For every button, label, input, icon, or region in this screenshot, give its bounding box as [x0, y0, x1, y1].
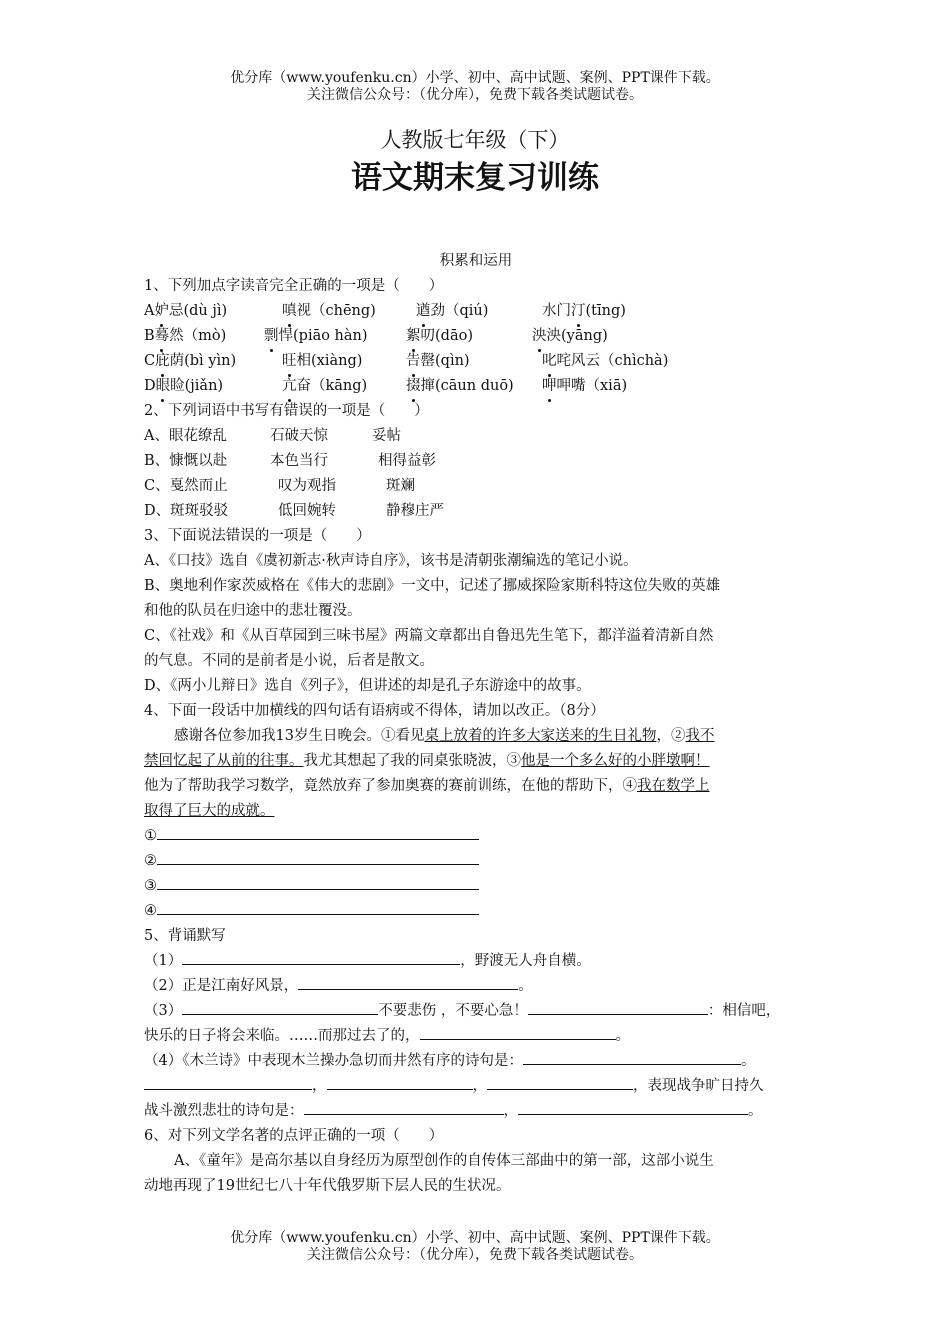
q4-passage-line2: 禁回忆起了从前的往事。我尤其想起了我的同桌张晓波，③他是一个多么好的小胖墩啊！ [144, 753, 710, 769]
q2-option-d: D、斑斑驳驳 低回婉转 静穆庄严 [144, 503, 444, 519]
q3-option-c-line1: C、《社戏》和《从百草园到三味书屋》两篇文章都出自鲁迅先生笔下，都洋溢着清新自然 [144, 628, 714, 644]
q4-answer-line-2[interactable]: ② [144, 849, 808, 874]
q4-answer-line-1[interactable]: ① [144, 824, 808, 849]
page-footer [0, 1230, 950, 1264]
q5-item-4-cont: ， ， ，表现战争旷日持久 [144, 1074, 808, 1099]
q3-option-b-line1: B、奥地利作家茨威格在《伟大的悲剧》一文中，记述了挪威探险家斯科特这位失败的英雄 [144, 578, 721, 594]
q4-passage-line4: 取得了巨大的成就。 [144, 803, 275, 819]
q1-option-c: C庇荫(bì yìn) 旺相(xiàng) 告罄(qìn) 叱咤风云（chìchà) [144, 349, 808, 374]
q3-option-a: A、《口技》选自《虞初新志·秋声诗自序》，该书是清朝张潮编选的笔记小说。 [144, 553, 638, 569]
q5-item-3-cont: 快乐的日子将会来临。……而那过去了的， 。 [144, 1024, 808, 1049]
document-title: 语文期末复习训练 [351, 160, 599, 196]
q6-stem: 6、对下列文学名著的点评正确的一项（ ） [144, 1128, 444, 1144]
q2-option-b: B、慷慨以赴 本色当行 相得益彰 [144, 453, 436, 469]
q5-stem: 5、背诵默写 [144, 928, 226, 944]
header-line-2: 关注微信公众号：（优分库），免费下载各类试题试卷。 [307, 87, 643, 103]
section-heading: 积累和运用 [439, 253, 513, 269]
q3-option-d: D、《两小儿辩日》选自《列子》，但讲述的却是孔子东游途中的故事。 [144, 678, 591, 694]
q3-option-b-line2: 和他的队员在归途中的悲壮覆没。 [144, 603, 362, 619]
q1-stem: 1、下列加点字读音完全正确的一项是（ ） [144, 278, 444, 294]
q1-option-a: A妒忌(dù jì) 嗔视（chēng) 遒劲（qiú) 水门汀(tīng) [144, 299, 808, 324]
q5-item-4: （4）《木兰诗》中表现木兰操办急切而井然有序的诗句是： 。 [144, 1049, 808, 1074]
q5-item-3: （3） 不要悲伤 ，不要心急！ ：相信吧， [144, 999, 808, 1024]
q4-passage-line1: 感谢各位参加我13岁生日晚会。①看见桌上放着的许多大家送来的生日礼物，②我不 [174, 728, 715, 744]
q4-answer-line-3[interactable]: ③ [144, 874, 808, 899]
q4-stem: 4、下面一段话中加横线的四句话有语病或不得体，请加以改正。（8分） [144, 703, 605, 719]
q2-stem: 2、下列词语中书写有错误的一项是（ ） [144, 403, 429, 419]
footer-line-1: 优分库（www.youfenku.cn）小学、初中、高中试题、案例、PPT课件下载。 [230, 1230, 720, 1246]
q2-option-a: A、眼花缭乱 石破天惊 妥帖 [144, 428, 401, 444]
document-body [144, 249, 808, 1199]
q6-option-a-line1: A、《童年》是高尔基以自身经历为原型创作的自传体三部曲中的第一部，这部小说生 [174, 1153, 714, 1169]
header-line-1: 优分库（www.youfenku.cn）小学、初中、高中试题、案例、PPT课件下载。 [230, 70, 720, 86]
q5-item-4-cont2: 战斗激烈悲壮的诗句是： ， 。 [144, 1099, 808, 1124]
q4-answer-line-4[interactable]: ④ [144, 899, 808, 924]
q3-option-c-line2: 的气息。不同的是前者是小说，后者是散文。 [144, 653, 434, 669]
q5-item-1: （1） ，野渡无人舟自横。 [144, 949, 808, 974]
q1-option-d: D眼睑(jiǎn) 亢奋（kāng) 掇撺(cāun duō) 呷呷嘴（xiā) [144, 374, 808, 399]
q3-stem: 3、下面说法错误的一项是（ ） [144, 528, 371, 544]
q2-option-c: C、戛然而止 叹为观指 斑斓 [144, 478, 415, 494]
q4-passage-line3: 他为了帮助我学习数学，竟然放弃了参加奥赛的赛前训练，在他的帮助下，④我在数学上 [144, 778, 710, 794]
footer-line-2: 关注微信公众号：（优分库），免费下载各类试题试卷。 [307, 1247, 643, 1263]
q6-option-a-line2: 动地再现了19世纪七八十年代俄罗斯下层人民的生状况。 [144, 1178, 511, 1194]
q5-item-2: （2）正是江南好风景， 。 [144, 974, 808, 999]
document-subtitle: 人教版七年级（下） [380, 128, 570, 152]
q1-option-b: B蓦然（mò) 剽悍(piāo hàn) 絮叨(dāo) 泱泱(yāng) [144, 324, 808, 349]
page-header [0, 70, 950, 104]
